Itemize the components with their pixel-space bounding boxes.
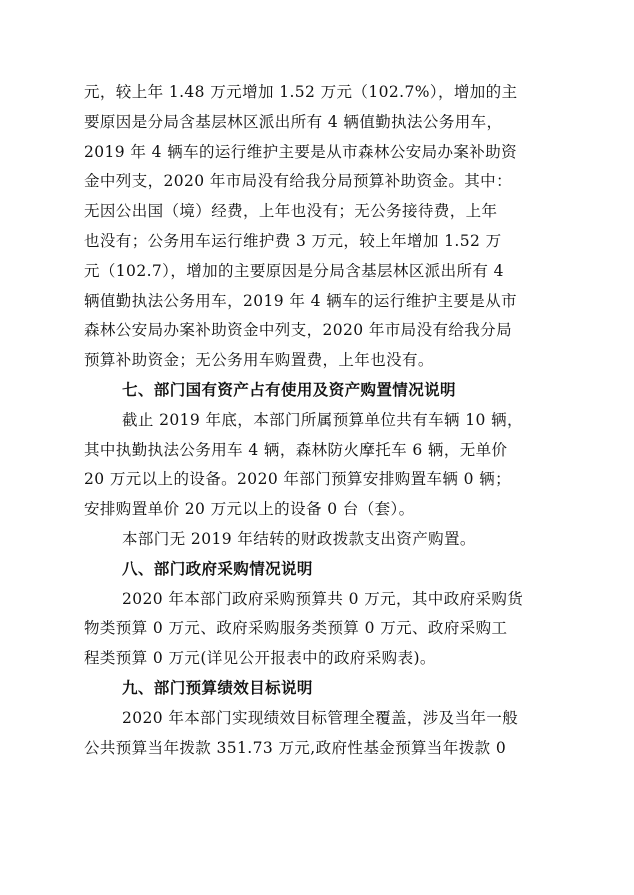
body-line: 2019 年 4 辆车的运行维护主要是从市森林公安局办案补助资: [84, 142, 517, 161]
body-line: 截止 2019 年底，本部门所属预算单位共有车辆 10 辆，: [122, 410, 523, 429]
body-line: 森林公安局办案补助资金中列支，2020 年市局没有给我分局: [84, 321, 512, 340]
body-line: 辆值勤执法公务用车，2019 年 4 辆车的运行维护主要是从市: [84, 291, 517, 310]
body-line: 要原因是分局含基层林区派出所有 4 辆值勤执法公务用车，: [84, 112, 503, 131]
body-line: 其中执勤执法公务用车 4 辆，森林防火摩托车 6 辆，无单价: [84, 440, 508, 459]
section-heading-performance: 九、部门预算绩效目标说明: [122, 678, 313, 697]
body-line: 2020 年本部门政府采购预算共 0 万元，其中政府采购货: [122, 589, 524, 608]
body-line: 元（102.7），增加的主要原因是分局含基层林区派出所有 4: [84, 261, 504, 280]
body-line: 本部门无 2019 年结转的财政拨款支出资产购置。: [122, 529, 476, 548]
body-line: 无因公出国（境）经费，上年也没有；无公务接待费，上年: [84, 202, 498, 221]
body-line: 物类预算 0 万元、政府采购服务类预算 0 万元、政府采购工: [84, 619, 508, 638]
body-line: 程类预算 0 万元(详见公开报表中的政府采购表)。: [84, 649, 436, 668]
body-line: 也没有；公务用车运行维护费 3 万元，较上年增加 1.52 万: [84, 231, 502, 250]
body-line: 金中列支，2020 年市局没有给我分局预算补助资金。其中：: [84, 172, 512, 191]
body-line: 2020 年本部门实现绩效目标管理全覆盖，涉及当年一般: [122, 708, 519, 727]
body-line: 20 万元以上的设备。2020 年部门预算安排购置车辆 0 辆；: [84, 470, 512, 489]
document-page: [84, 78, 554, 763]
section-heading-procurement: 八、部门政府采购情况说明: [122, 559, 313, 578]
section-heading-assets: 七、部门国有资产占有使用及资产购置情况说明: [122, 380, 456, 399]
body-line: 公共预算当年拨款 351.73 万元,政府性基金预算当年拨款 0: [84, 738, 507, 757]
body-line: 预算补助资金；无公务用车购置费，上年也没有。: [84, 351, 434, 370]
body-line: 安排购置单价 20 万元以上的设备 0 台（套）。: [84, 500, 415, 519]
body-line: 元，较上年 1.48 万元增加 1.52 万元（102.7%），增加的主: [84, 83, 518, 101]
